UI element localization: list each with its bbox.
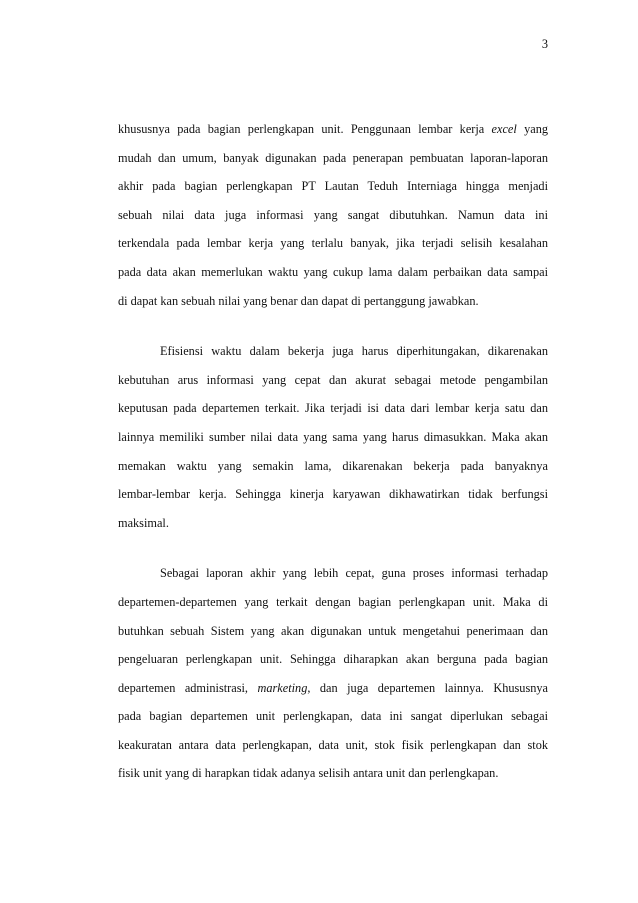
text-line: akhir pada bagian perlengkapan PT Lautan Teduh Interniaga hingga menjadi [118,179,548,194]
paragraph-1 [118,121,548,321]
text-line: Efisiensi waktu dalam bekerja juga harus diperhitungakan, dikarenakan [160,344,548,359]
body-text [118,121,548,794]
text-line: keakuratan antara data perlengkapan, data unit, stok fisik perlengkapan dan stok [118,737,548,752]
text-line: pada data akan memerlukan waktu yang cukup lama dalam perbaikan data sampai [118,264,548,279]
text-line: lainnya memiliki sumber nilai data yang sama yang harus dimasukkan. Maka akan [118,429,548,444]
text-line: sebuah nilai data juga informasi yang sangat dibutuhkan. Namun data ini [118,207,548,222]
text-line: pada bagian departemen unit perlengkapan, data ini sangat diperlukan sebagai [118,709,548,724]
text-line: pengeluaran perlengkapan unit. Sehingga diharapkan akan berguna pada bagian [118,652,548,667]
text-line: memakan waktu yang semakin lama, dikarenakan bekerja pada banyaknya [118,458,548,473]
text-line: khususnya pada bagian perlengkapan unit. Penggunaan lembar kerja excel yang [118,122,548,136]
italic-term: excel [491,122,517,136]
paragraph-3 [118,565,548,794]
text-line: departemen-departemen yang terkait dengan bagian perlengkapan unit. Maka di [118,594,548,609]
text-line: lembar-lembar kerja. Sehingga kinerja karyawan dikhawatirkan tidak berfungsi [118,487,548,502]
text-line: fisik unit yang di harapkan tidak adanya selisih antara unit dan perlengkapan. [118,766,499,781]
text-line: Sebagai laporan akhir yang lebih cepat, guna proses informasi terhadap [160,566,548,581]
text-line: butuhkan sebuah Sistem yang akan digunakan untuk mengetahui penerimaan dan [118,623,548,638]
text-line: terkendala pada lembar kerja yang terlalu banyak, jika terjadi selisih kesalahan [118,236,548,251]
text-line: keputusan pada departemen terkait. Jika terjadi isi data dari lembar kerja satu dan [118,401,548,416]
text-line: kebutuhan arus informasi yang cepat dan akurat sebagai metode pengambilan [118,372,548,387]
page-number: 3 [541,37,548,51]
text-line: di dapat kan sebuah nilai yang benar dan dapat di pertanggung jawabkan. [118,293,479,308]
text-line: mudah dan umum, banyak digunakan pada penerapan pembuatan laporan-laporan [118,150,548,165]
italic-term: marketing [257,680,308,695]
paragraph-2 [118,343,548,543]
text-line: departemen administrasi, marketing, dan juga departemen lainnya. Khususnya [118,680,548,695]
text-line: maksimal. [118,515,169,530]
